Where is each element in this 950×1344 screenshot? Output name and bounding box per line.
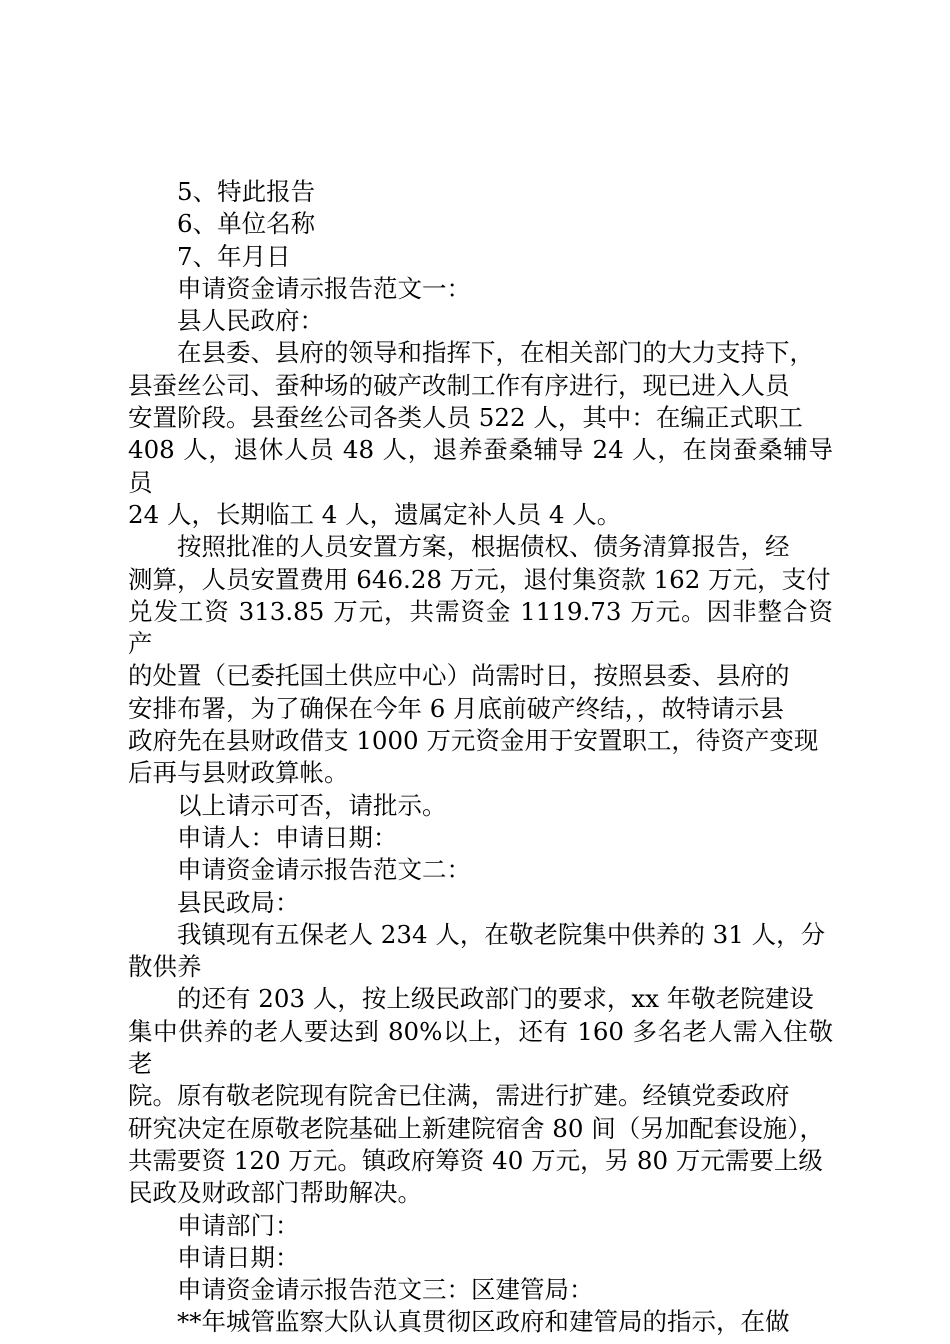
addressee-1: 县人民政府： <box>177 306 324 336</box>
paragraph-9: 申请人：申请日期： <box>177 822 398 852</box>
section-heading-3: 申请资金请示报告范文三：区建管局： <box>177 1275 594 1305</box>
paragraph-13: 的还有 203 人，按上级民政部门的要求，xx 年敬老院建设 集中供养的老人要达到 80%以上，还有 160 多名老人需入住敬老 院。原有敬老院现有院舍已住满，需进行扩建。经镇党委政府 研究决定在原敬老院基础上新建院宿舍 80 间（另加配套设施）， 共需要资 120 万元。镇政府筹资 40 万元，另 80 万元需要上级 民政及财政部门帮助解决。 <box>128 984 833 1208</box>
addressee-2: 县民政局： <box>177 887 300 917</box>
paragraph-6: 在县委、县府的领导和指挥下，在相关部门的大力支持下， 县蚕丝公司、蚕种场的破产改制工作有序进行，现已进入人员 安置阶段。县蚕丝公司各类人员 522 人，其中：在编正式职工 408 人，退休人员 48 人，退养蚕桑辅导 24 人，在岗蚕桑辅导员 24 人，长期临工 4 人，遗属定补人员 4 人。 <box>128 338 833 529</box>
paragraph-17: **年城管监察大队认真贯彻区政府和建管局的指示，在做 <box>177 1307 790 1337</box>
section-heading-1: 申请资金请示报告范文一： <box>177 273 471 303</box>
document-body <box>128 176 833 1339</box>
paragraph-14: 申请部门： <box>177 1210 300 1240</box>
paragraph-15: 申请日期： <box>177 1242 300 1272</box>
paragraph-12: 我镇现有五保老人 234 人，在敬老院集中供养的 31 人，分 散供养 <box>128 919 826 982</box>
paragraph-8: 以上请示可否，请批示。 <box>177 790 447 820</box>
section-heading-2: 申请资金请示报告范文二： <box>177 855 471 885</box>
paragraph-3: 7、年月日 <box>177 241 291 271</box>
paragraph-1: 5、特此报告 <box>177 177 316 206</box>
paragraph-2: 6、单位名称 <box>177 209 316 239</box>
paragraph-7: 按照批准的人员安置方案，根据债权、债务清算报告，经 测算，人员安置费用 646.28 万元，退付集资款 162 万元，支付 兑发工资 313.85 万元，共需资金 1119.73 万元。因非整合资产 的处置（已委托国土供应中心）尚需时日，按照县委、县府的 安排布署，为了确保在今年 6 月底前破产终结，，故特请示县 政府先在县财政借支 1000 万元资金用于安置职工，待资产变现 后再与县财政算帐。 <box>128 532 833 788</box>
